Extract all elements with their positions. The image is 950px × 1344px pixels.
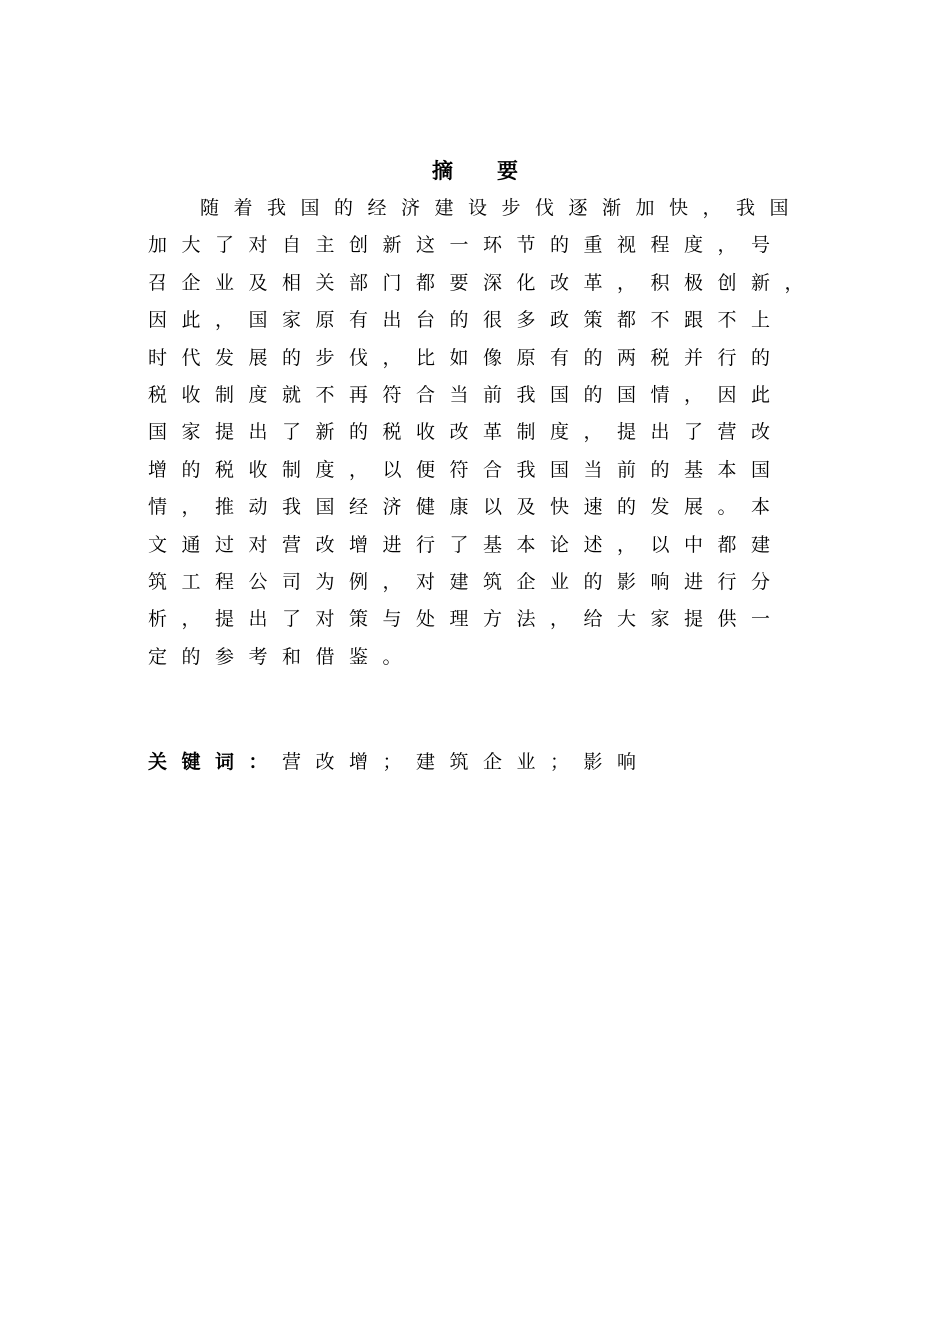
abstract-line: 税收制度就不再符合当前我国的国情，因此 bbox=[148, 383, 785, 406]
keywords-label: 关键词： bbox=[148, 751, 283, 773]
abstract-line: 定的参考和借鉴。 bbox=[148, 645, 417, 668]
abstract-line: 召企业及相关部门都要深化改革，积极创新， bbox=[148, 271, 819, 294]
abstract-line: 析，提出了对策与处理方法，给大家提供一 bbox=[148, 608, 785, 631]
abstract-line: 因此，国家原有出台的很多政策都不跟不上 bbox=[148, 309, 785, 332]
abstract-line: 筑工程公司为例，对建筑企业的影响进行分 bbox=[148, 570, 785, 593]
abstract-line: 情，推动我国经济健康以及快速的发展。本 bbox=[148, 496, 785, 519]
abstract-line: 增的税收制度，以便符合我国当前的基本国 bbox=[148, 458, 785, 481]
abstract-body bbox=[148, 190, 819, 676]
keywords-value: 营改增；建筑企业；影响 bbox=[282, 751, 651, 773]
abstract-title: 摘要 bbox=[432, 158, 562, 183]
keywords-line bbox=[148, 744, 651, 780]
abstract-line: 时代发展的步伐，比如像原有的两税并行的 bbox=[148, 346, 785, 369]
abstract-line: 文通过对营改增进行了基本论述，以中都建 bbox=[148, 533, 785, 556]
abstract-line: 随着我国的经济建设步伐逐渐加快，我国 bbox=[200, 197, 804, 219]
abstract-line: 加大了对自主创新这一环节的重视程度，号 bbox=[148, 234, 785, 257]
abstract-line: 国家提出了新的税收改革制度，提出了营改 bbox=[148, 421, 785, 444]
